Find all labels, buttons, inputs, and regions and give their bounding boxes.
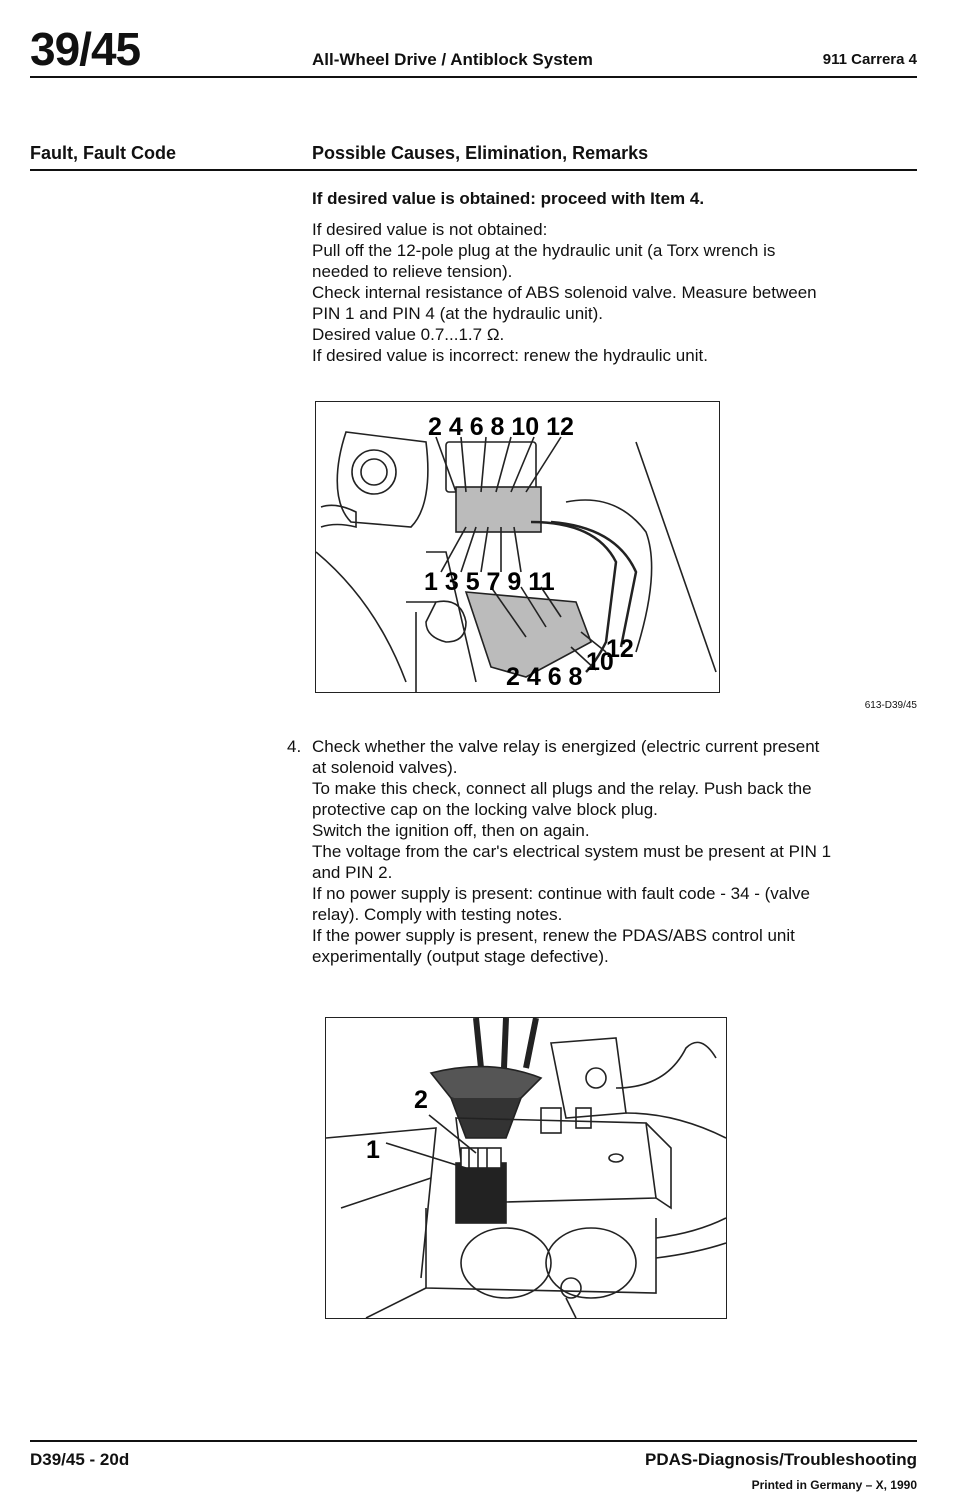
column-heading-causes: Possible Causes, Elimination, Remarks: [312, 143, 649, 163]
footer-printed: Printed in Germany – X, 1990: [751, 1478, 917, 1492]
section-1-lead: If desired value is obtained: proceed with Item 4.: [312, 189, 705, 208]
text-line: Check whether the valve relay is energized (electric current present: [312, 737, 820, 756]
text-line: Switch the ignition off, then on again.: [312, 821, 590, 840]
figure-1-bottom-numbers: 2 4 6 8: [506, 663, 583, 691]
text-line: protective cap on the locking valve block plug.: [312, 800, 658, 819]
text-line: Check internal resistance of ABS solenoid valve. Measure between: [312, 283, 817, 302]
column-rule: [30, 169, 917, 171]
figure-2-label-1: 1: [366, 1136, 380, 1164]
valve-block-illustration: [326, 1018, 726, 1318]
text-line: To make this check, connect all plugs and the relay. Push back the: [312, 779, 812, 798]
text-line: relay). Comply with testing notes.: [312, 905, 563, 924]
figure-1-top-numbers: 2 4 6 8 10 12: [428, 413, 574, 441]
footer-section: PDAS-Diagnosis/Troubleshooting: [644, 1450, 917, 1469]
figure-valve-block-plug: [325, 1017, 727, 1319]
figure-1-label-10: 10: [586, 648, 614, 676]
header-rule: [30, 76, 917, 78]
column-heading-fault: Fault, Fault Code: [30, 143, 176, 163]
text-line: Pull off the 12-pole plug at the hydraulic unit (a Torx wrench is: [312, 241, 776, 260]
header-title: All-Wheel Drive / Antiblock System: [312, 50, 593, 69]
item-4-number: 4.: [287, 737, 302, 756]
text-line: needed to relieve tension).: [312, 262, 513, 281]
text-line: at solenoid valves).: [312, 758, 458, 777]
figure-1-mid-numbers: 1 3 5 7 9 11: [424, 568, 555, 596]
text-line: experimentally (output stage defective).: [312, 947, 609, 966]
footer-page-code: D39/45 - 20d: [30, 1450, 130, 1469]
page-number: 39/45: [30, 23, 141, 75]
text-line: PIN 1 and PIN 4 (at the hydraulic unit).: [312, 304, 604, 323]
text-line: If desired value is incorrect: renew the hydraulic unit.: [312, 346, 708, 365]
text-line: The voltage from the car's electrical system must be present at PIN 1: [312, 842, 832, 861]
footer-rule: [30, 1440, 917, 1442]
header-model: 911 Carrera 4: [822, 51, 917, 68]
section-1: [312, 188, 892, 366]
text-line: and PIN 2.: [312, 863, 393, 882]
figure-2-label-2: 2: [414, 1086, 428, 1114]
hydraulic-plug-illustration: [316, 402, 719, 692]
text-line: Desired value 0.7...1.7 Ω.: [312, 325, 505, 344]
figure-1-label-12: 12: [606, 635, 634, 663]
text-line: If the power supply is present, renew the PDAS/ABS control unit: [312, 926, 795, 945]
figure-hydraulic-plug: [315, 401, 720, 693]
figure-1-caption: 613-D39/45: [864, 700, 917, 711]
text-line: If desired value is not obtained:: [312, 220, 548, 239]
text-line: If no power supply is present: continue with fault code - 34 - (valve: [312, 884, 810, 903]
